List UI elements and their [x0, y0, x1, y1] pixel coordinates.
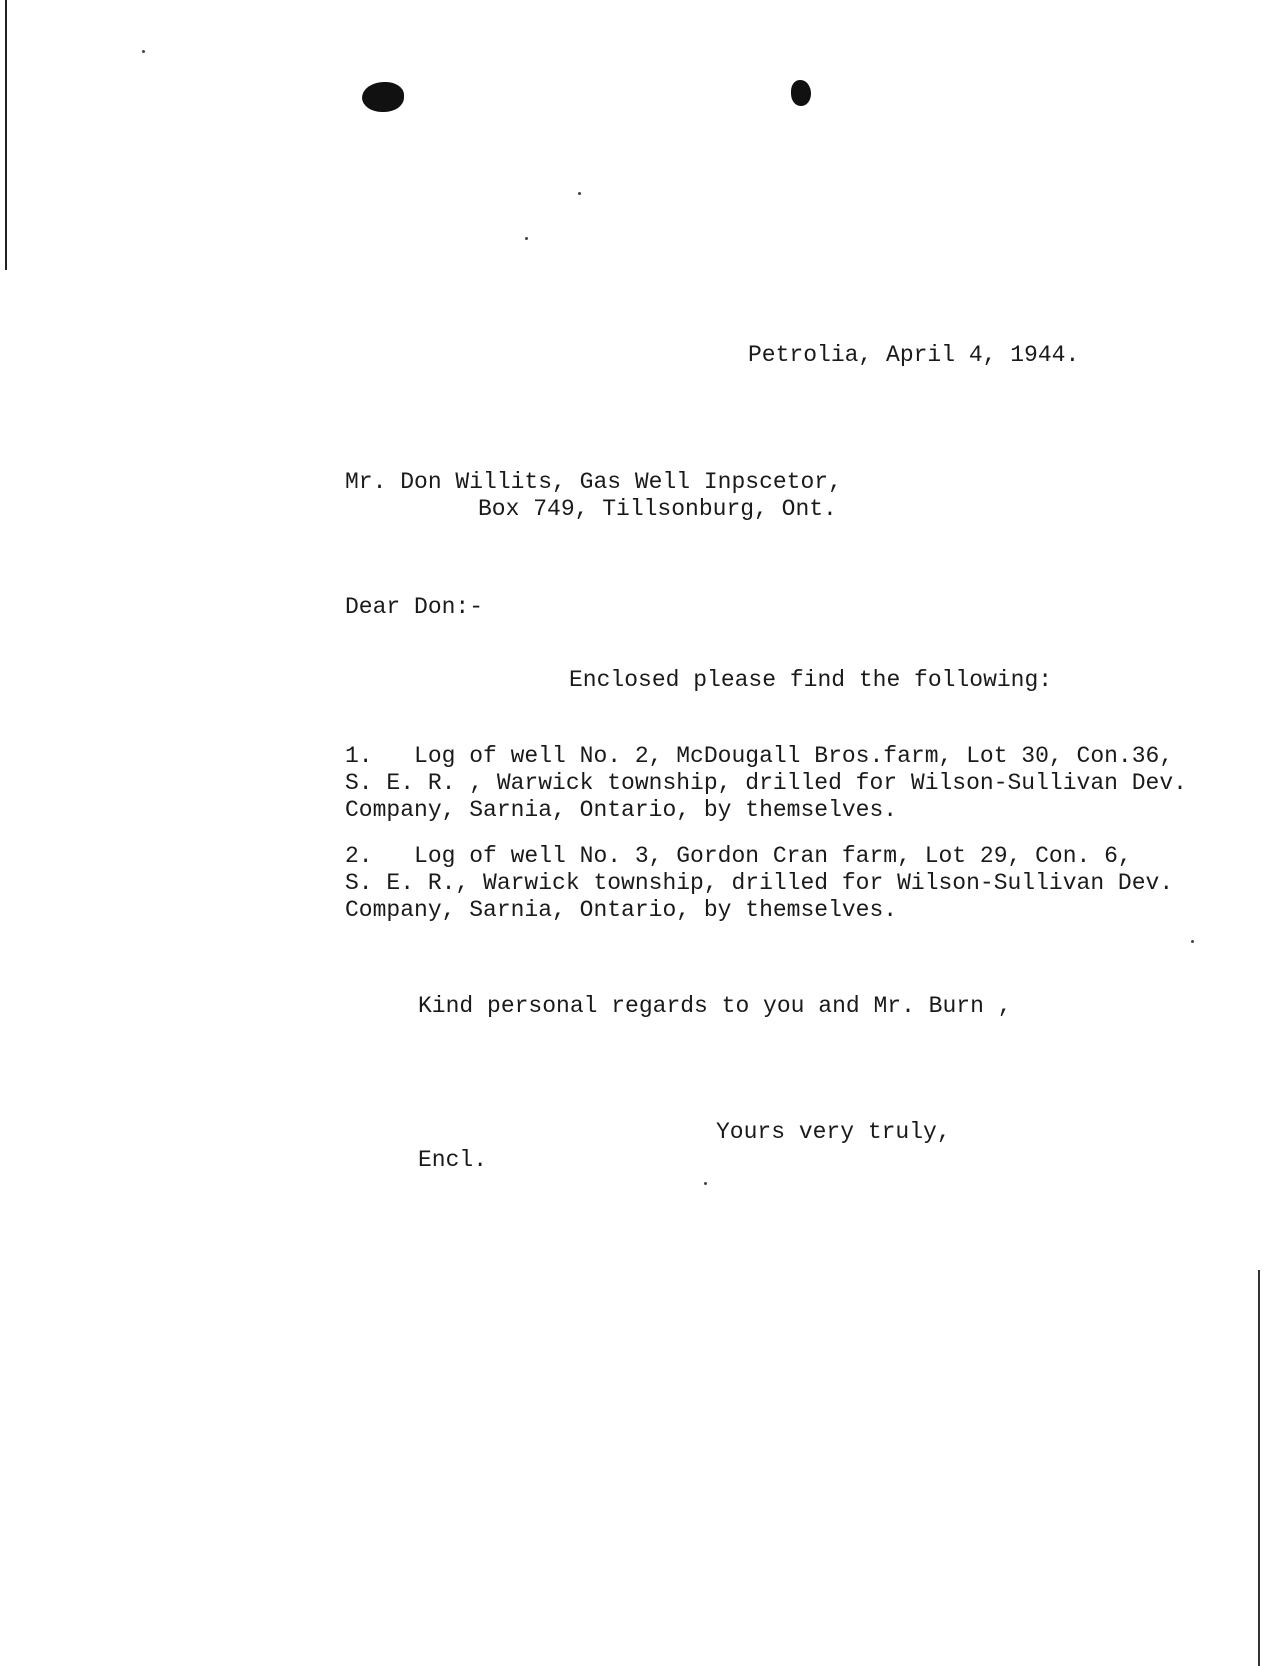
speck	[525, 237, 528, 240]
scan-edge-left	[5, 0, 7, 270]
speck	[142, 50, 145, 53]
punch-hole-right	[791, 80, 811, 106]
regards-paragraph: Kind personal regards to you and Mr. Burn ,	[418, 993, 1012, 1019]
intro-paragraph: Enclosed please find the following:	[569, 667, 1053, 693]
closing: Yours very truly,	[716, 1119, 951, 1145]
speck	[1191, 940, 1194, 943]
dateline: Petrolia, April 4, 1944.	[748, 342, 1080, 368]
speck	[704, 1182, 707, 1185]
punch-hole-left	[362, 82, 404, 112]
enclosure-item-1-line-2: S. E. R. , Warwick township, drilled for Wilson-Sullivan Dev.	[345, 770, 1187, 796]
enclosure-item-2-line-1: 2. Log of well No. 3, Gordon Cran farm, Lot 29, Con. 6,	[345, 843, 1132, 869]
enclosure-item-1-line-1: 1. Log of well No. 2, McDougall Bros.farm, Lot 30, Con.36,	[345, 743, 1174, 769]
enclosure-item-2-line-2: S. E. R., Warwick township, drilled for Wilson-Sullivan Dev.	[345, 870, 1174, 896]
scan-edge-right	[1258, 1270, 1260, 1666]
enclosure-item-1-line-3: Company, Sarnia, Ontario, by themselves.	[345, 797, 898, 823]
recipient-name-line: Mr. Don Willits, Gas Well Inpscetor,	[345, 469, 842, 495]
recipient-address-line: Box 749, Tillsonburg, Ont.	[478, 496, 837, 522]
speck	[578, 192, 581, 195]
salutation: Dear Don:-	[345, 594, 484, 620]
enclosure-note: Encl.	[418, 1147, 488, 1173]
enclosure-item-2-line-3: Company, Sarnia, Ontario, by themselves.	[345, 897, 898, 923]
